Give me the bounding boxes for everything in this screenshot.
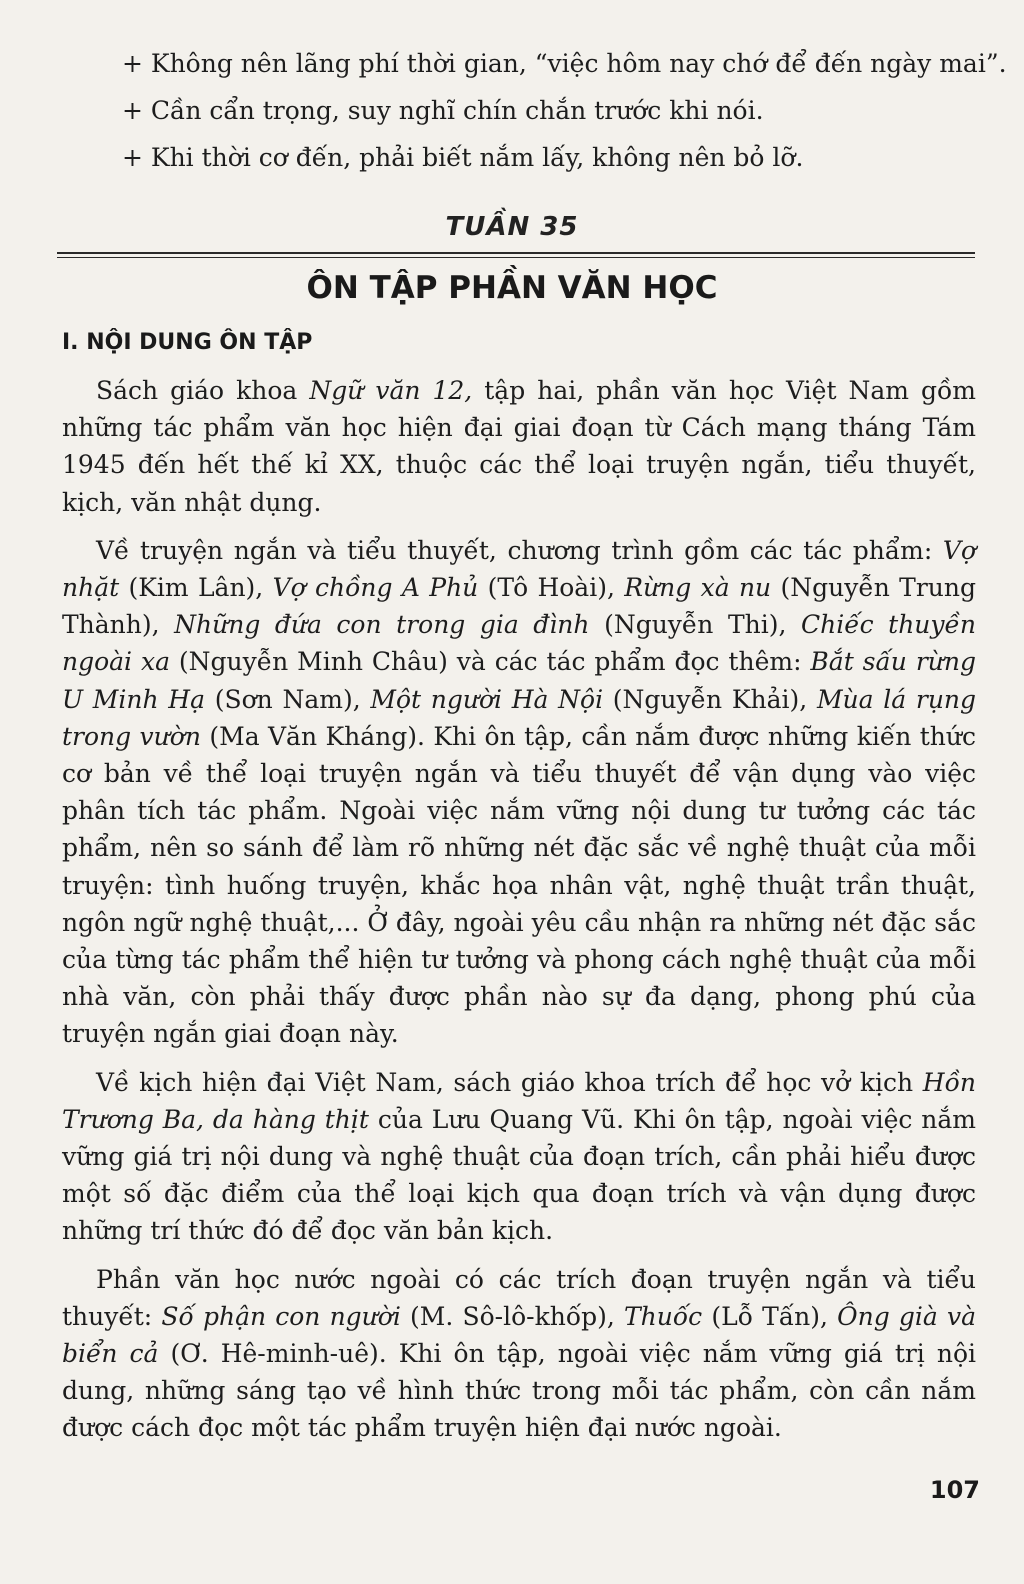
text-run: (Ơ. Hê-minh-uê). Khi ôn tập, ngoài việc nắm vững giá trị nội dung, những sáng tạo về hình thức trong mỗi tác phẩm, còn cần nắm được cách đọc một tác phẩm truyện hiện đại nước ngoài. <box>62 1339 976 1443</box>
work-title: Một người Hà Nội <box>370 684 604 714</box>
work-title: Ông già và biển cả <box>62 1301 977 1369</box>
text-run: (Lỗ Tấn), <box>702 1301 838 1331</box>
work-title: Hồn Trương Ba, da hàng thịt <box>62 1067 976 1134</box>
bullet-item: + Khi thời cơ đến, phải biết nắm lấy, không nên bỏ lỡ. <box>122 143 804 172</box>
text-run: (Kim Lân), <box>119 573 273 603</box>
work-title: Vợ chồng A Phủ <box>272 573 479 603</box>
text-run: (Nguyễn Khải), <box>603 684 817 714</box>
text-run: Về truyện ngắn và tiểu thuyết, chương trình gồm các tác phẩm: <box>96 535 943 565</box>
text-run: Về kịch hiện đại Việt Nam, sách giáo khoa trích để học vở kịch <box>96 1067 923 1097</box>
work-title: Ngữ văn 12, <box>309 376 473 405</box>
paragraph <box>62 1261 976 1447</box>
page-number: 107 <box>929 1476 980 1504</box>
text-run: tập hai, phần văn học Việt Nam gồm những tác phẩm văn học hiện đại giai đoạn từ Cách mạng tháng Tám 1945 đến hết thế kỉ XX, thuộc các thể loại truyện ngắn, tiểu thuyết, kịch, văn nhật dụng. <box>62 376 977 517</box>
text-run: (Nguyễn Minh Châu) và các tác phẩm đọc thêm: <box>169 647 811 677</box>
bullet-item: + Cần cẩn trọng, suy nghĩ chín chắn trước khi nói. <box>122 96 764 125</box>
text-run: của Lưu Quang Vũ. Khi ôn tập, ngoài việc nắm vững giá trị nội dung và nghệ thuật của đoạn trích, cần phải hiểu được một số đặc điểm của thể loại kịch qua đoạn trích và vận dụng được những trí thức đó để đọc văn bản kịch. <box>62 1104 976 1246</box>
paragraph <box>62 1064 976 1250</box>
text-run: (Nguyễn Thi), <box>589 610 801 640</box>
work-title: Thuốc <box>624 1301 703 1331</box>
work-title: Số phận con người <box>161 1301 401 1331</box>
work-title: Rừng xà nu <box>624 573 772 603</box>
divider-rule <box>57 252 975 258</box>
text-run: (M. Sô-lô-khốp), <box>400 1301 624 1331</box>
work-title: Chiếc thuyền ngoài xa <box>62 610 976 677</box>
text-run: Sách giáo khoa <box>96 376 310 405</box>
bullet-list <box>122 40 1007 181</box>
work-title: Mùa lá rụng trong vườn <box>62 684 977 751</box>
text-run: (Nguyễn Trung Thành), <box>62 573 976 640</box>
bullet-item: + Không nên lãng phí thời gian, “việc hôm nay chớ để đến ngày mai”. <box>122 49 1007 78</box>
work-title: Vợ nhặt <box>62 535 976 603</box>
section-heading: I. NỘI DUNG ÔN TẬP <box>62 330 313 355</box>
text-run: (Tô Hoài), <box>478 573 625 603</box>
paragraph <box>62 532 976 1053</box>
text-run: (Sơn Nam), <box>205 684 371 714</box>
text-run: (Ma Văn Kháng). Khi ôn tập, cần nắm được những kiến thức cơ bản về thể loại truyện ngắn và tiểu thuyết để vận dụng vào việc phân tích tác phẩm. Ngoài việc nắm vững nội dung tư tưởng các tác phẩm, nên so sánh để làm rõ những nét đặc sắc về nghệ thuật của mỗi truyện: tình huống truyện, khắc họa nhân vật, nghệ thuật trần thuật, ngôn ngữ nghệ thuật,... Ở đây, ngoài yêu cầu nhận ra những nét đặc sắc của từng tác phẩm thể hiện tư tưởng và phong cách nghệ thuật của mỗi nhà văn, còn phải thấy được phần nào sự đa dạng, phong phú của truyện ngắn giai đoạn này. <box>62 721 976 1049</box>
work-title: Bắt sấu rừng U Minh Hạ <box>62 647 976 714</box>
body-text <box>62 372 976 1458</box>
text-run: Phần văn học nước ngoài có các trích đoạn truyện ngắn và tiểu thuyết: <box>62 1264 976 1331</box>
paragraph <box>62 372 976 521</box>
chapter-title: ÔN TẬP PHẦN VĂN HỌC <box>306 270 718 306</box>
week-heading: TUẦN 35 <box>445 212 579 242</box>
work-title: Những đứa con trong gia đình <box>174 610 590 640</box>
